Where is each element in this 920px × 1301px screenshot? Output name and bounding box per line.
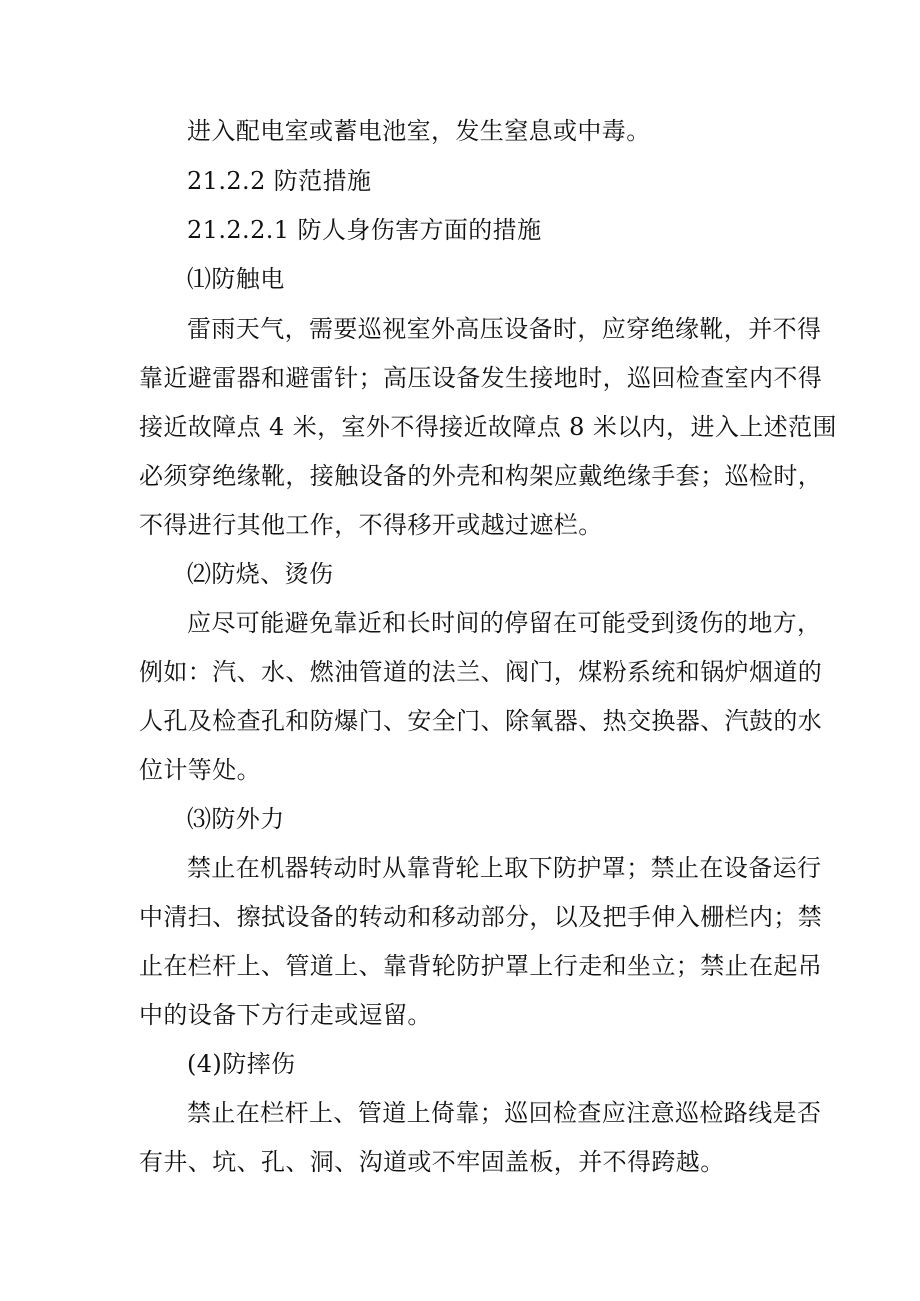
paragraph-line: 不得进行其他工作，不得移开或越过遮栏。 xyxy=(139,511,603,539)
paragraph-line: 止在栏杆上、管道上、靠背轮防护罩上行走和坐立；禁止在起吊 xyxy=(139,952,823,980)
subsection-heading: 21.2.2.1 防人身伤害方面的措施 xyxy=(187,216,542,244)
paragraph-line: 必须穿绝缘靴，接触设备的外壳和构架应戴绝缘手套；巡检时， xyxy=(139,462,823,490)
paragraph-line: 例如：汽、水、燃油管道的法兰、阀门，煤粉系统和锅炉烟道的 xyxy=(139,658,823,686)
item-heading: ⑴防触电 xyxy=(187,265,285,293)
paragraph-line: 中清扫、擦拭设备的转动和移动部分，以及把手伸入栅栏内；禁 xyxy=(139,903,823,931)
paragraph-line: 有井、坑、孔、洞、沟道或不牢固盖板，并不得跨越。 xyxy=(139,1148,725,1176)
item-heading: ⑶防外力 xyxy=(187,805,285,833)
paragraph-line: 靠近避雷器和避雷针；高压设备发生接地时，巡回检查室内不得 xyxy=(139,364,823,392)
paragraph-line: 接近故障点 4 米，室外不得接近故障点 8 米以内，进入上述范围 xyxy=(139,413,837,441)
paragraph-line: 人孔及检查孔和防爆门、安全门、除氧器、热交换器、汽鼓的水 xyxy=(139,707,823,735)
paragraph-line: 中的设备下方行走或逗留。 xyxy=(139,1001,432,1029)
paragraph-line: 禁止在机器转动时从靠背轮上取下防护罩；禁止在设备运行 xyxy=(187,854,822,882)
item-heading: ⑵防烧、烫伤 xyxy=(187,560,334,588)
paragraph-line: 雷雨天气，需要巡视室外高压设备时，应穿绝缘靴，并不得 xyxy=(187,315,822,343)
paragraph-line: 进入配电室或蓄电池室，发生窒息或中毒。 xyxy=(187,117,651,145)
paragraph-line: 禁止在栏杆上、管道上倚靠；巡回检查应注意巡检路线是否 xyxy=(187,1099,822,1127)
item-heading: (4)防摔伤 xyxy=(187,1050,296,1078)
paragraph-line: 应尽可能避免靠近和长时间的停留在可能受到烫伤的地方， xyxy=(187,609,822,637)
paragraph-line: 位计等处。 xyxy=(139,756,261,784)
section-heading: 21.2.2 防范措施 xyxy=(187,167,372,195)
